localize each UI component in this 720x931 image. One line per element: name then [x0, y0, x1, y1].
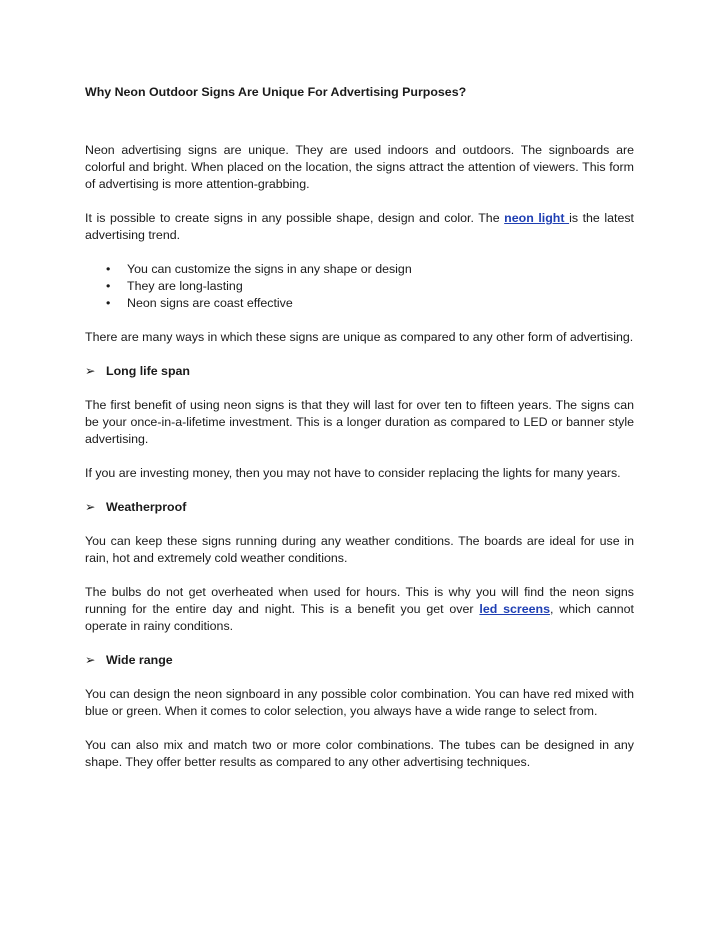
list-item-text: Neon signs are coast effective — [127, 296, 293, 310]
list-item-text: You can customize the signs in any shape or design — [127, 262, 412, 276]
paragraph-text-after: , which cannot operate in rainy conditions. — [85, 602, 635, 633]
paragraph-text-before: It is possible to create signs in any possible shape, design and color. The — [85, 211, 505, 225]
led-screens-link[interactable]: led screens — [479, 602, 550, 616]
section-heading-weatherproof — [85, 499, 634, 516]
neon-light-link[interactable]: neon light — [504, 211, 570, 225]
list-item — [85, 278, 634, 295]
benefit-list — [85, 261, 634, 312]
intro-paragraph: Neon advertising signs are unique. They are used indoors and outdoors. The signboards are colorful and bright. When placed on the location, the signs attract the attention of viewers. This form of advertising is more attention-grabbing. — [85, 143, 634, 191]
section-heading-long-life-span — [85, 363, 634, 380]
document-page — [85, 84, 634, 771]
document-title: Why Neon Outdoor Signs Are Unique For Advertising Purposes? — [85, 85, 467, 99]
list-item — [85, 295, 634, 312]
long-life-span-paragraph-2: If you are investing money, then you may not have to consider replacing the lights for many years. — [85, 466, 621, 480]
arrow-bullet-icon: ➢ — [85, 653, 96, 667]
section-heading-text: Wide range — [106, 653, 173, 667]
arrow-bullet-icon: ➢ — [85, 364, 96, 378]
weatherproof-paragraph-2 — [85, 584, 634, 635]
neon-light-paragraph — [85, 210, 634, 244]
wide-range-paragraph-1: You can design the neon signboard in any possible color combination. You can have red mixed with blue or green. When it comes to color selection, you always have a wide range to select from. — [85, 687, 634, 718]
section-heading-text: Long life span — [106, 364, 190, 378]
section-heading-text: Weatherproof — [106, 500, 187, 514]
bullet-icon: • — [106, 279, 111, 293]
ways-paragraph: There are many ways in which these signs are unique as compared to any other form of advertising. — [85, 330, 634, 344]
list-item-text: They are long-lasting — [127, 279, 243, 293]
arrow-bullet-icon: ➢ — [85, 500, 96, 514]
weatherproof-paragraph-1: You can keep these signs running during any weather conditions. The boards are ideal for use in rain, hot and extremely cold weather conditions. — [85, 534, 634, 565]
paragraph-text-after: is the latest advertising trend. — [85, 211, 634, 242]
section-heading-wide-range — [85, 652, 634, 669]
long-life-span-paragraph-1: The first benefit of using neon signs is that they will last for over ten to fifteen years. The signs can be your once-in-a-lifetime investment. This is a longer duration as compared to LED or banner style advertising. — [85, 398, 634, 446]
bullet-icon: • — [106, 296, 111, 310]
paragraph-text-before: The bulbs do not get overheated when used for hours. This is why you will find the neon signs running for the entire day and night. This is a benefit you get over — [85, 585, 634, 616]
list-item — [85, 261, 634, 278]
bullet-icon: • — [106, 262, 111, 276]
wide-range-paragraph-2: You can also mix and match two or more color combinations. The tubes can be designed in any shape. They offer better results as compared to any other advertising techniques. — [85, 738, 634, 769]
